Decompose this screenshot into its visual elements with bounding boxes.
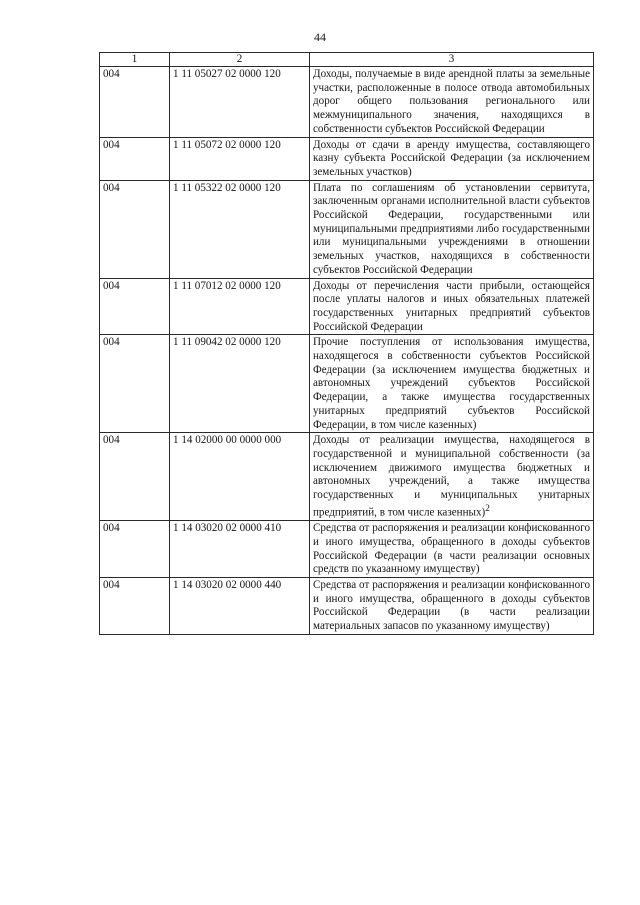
revenue-codes-table xyxy=(99,52,594,635)
table-row xyxy=(100,433,594,521)
table-row xyxy=(100,180,594,278)
description-cell: Прочие поступления от использования имущества, находящегося в собственности субъектов Российской Федерации (за исключением имущества бюджетных и автономных учреждений субъектов Российской Федерации, а также имущества государственных унитарных предприятий субъектов Российской Федерации, в том числе казенных) xyxy=(310,335,594,433)
description-cell: Доходы от перечисления части прибыли, остающейся после уплаты налогов и иных обязательных платежей государственных унитарных предприятий субъектов Российской Федерации xyxy=(310,278,594,335)
revenue-code-cell: 1 11 05027 02 0000 120 xyxy=(170,67,310,138)
admin-code-cell: 004 xyxy=(100,278,170,335)
table-row xyxy=(100,67,594,138)
admin-code-cell: 004 xyxy=(100,433,170,521)
footnote-marker: 2 xyxy=(485,503,490,514)
revenue-code-cell: 1 11 07012 02 0000 120 xyxy=(170,278,310,335)
revenue-code-cell: 1 11 09042 02 0000 120 xyxy=(170,335,310,433)
description-cell: Плата по соглашениям об установлении сервитута, заключенным органами исполнительной власти субъектов Российской Федерации, государственными или муниципальными предприятиями либо государственными или муниципальными учреждениями в отношении земельных участков, находящихся в собственности субъектов Российской Федерации xyxy=(310,180,594,278)
admin-code-cell: 004 xyxy=(100,578,170,635)
table-row xyxy=(100,335,594,433)
admin-code-cell: 004 xyxy=(100,521,170,578)
revenue-code-cell: 1 14 03020 02 0000 410 xyxy=(170,521,310,578)
description-text: Доходы от реализации имущества, находящегося в государственной и муниципальной собственности (за исключением движимого имущества бюджетных и автономных учреждений, а также имущества государственных и муниципальных унитарных предприятий, в том числе казенных) xyxy=(313,434,590,519)
description-cell: Доходы от сдачи в аренду имущества, составляющего казну субъекта Российской Федерации (за исключением земельных участков) xyxy=(310,137,594,180)
table-header-row xyxy=(100,53,594,67)
table-row xyxy=(100,278,594,335)
column-header-1: 1 xyxy=(100,53,170,67)
revenue-code-cell: 1 11 05322 02 0000 120 xyxy=(170,180,310,278)
table-row xyxy=(100,578,594,635)
page-number: 44 xyxy=(314,30,326,44)
column-header-2: 2 xyxy=(170,53,310,67)
column-header-3: 3 xyxy=(310,53,594,67)
revenue-code-cell: 1 14 03020 02 0000 440 xyxy=(170,578,310,635)
admin-code-cell: 004 xyxy=(100,67,170,138)
description-cell: Средства от распоряжения и реализации конфискованного и иного имущества, обращенного в доходы субъектов Российской Федерации (в части реализации основных средств по указанному имуществу) xyxy=(310,521,594,578)
admin-code-cell: 004 xyxy=(100,335,170,433)
admin-code-cell: 004 xyxy=(100,180,170,278)
table-row xyxy=(100,521,594,578)
revenue-code-cell: 1 11 05072 02 0000 120 xyxy=(170,137,310,180)
revenue-code-cell: 1 14 02000 00 0000 000 xyxy=(170,433,310,521)
table-row xyxy=(100,137,594,180)
description-cell: Средства от распоряжения и реализации конфискованного и иного имущества, обращенного в доходы субъектов Российской Федерации (в части реализации материальных запасов по указанному имуществу) xyxy=(310,578,594,635)
admin-code-cell: 004 xyxy=(100,137,170,180)
description-cell xyxy=(310,433,594,521)
description-cell: Доходы, получаемые в виде арендной платы за земельные участки, расположенные в полосе отвода автомобильных дорог общего пользования регионального или межмуниципального значения, находящихся в собственности субъектов Российской Федерации xyxy=(310,67,594,138)
